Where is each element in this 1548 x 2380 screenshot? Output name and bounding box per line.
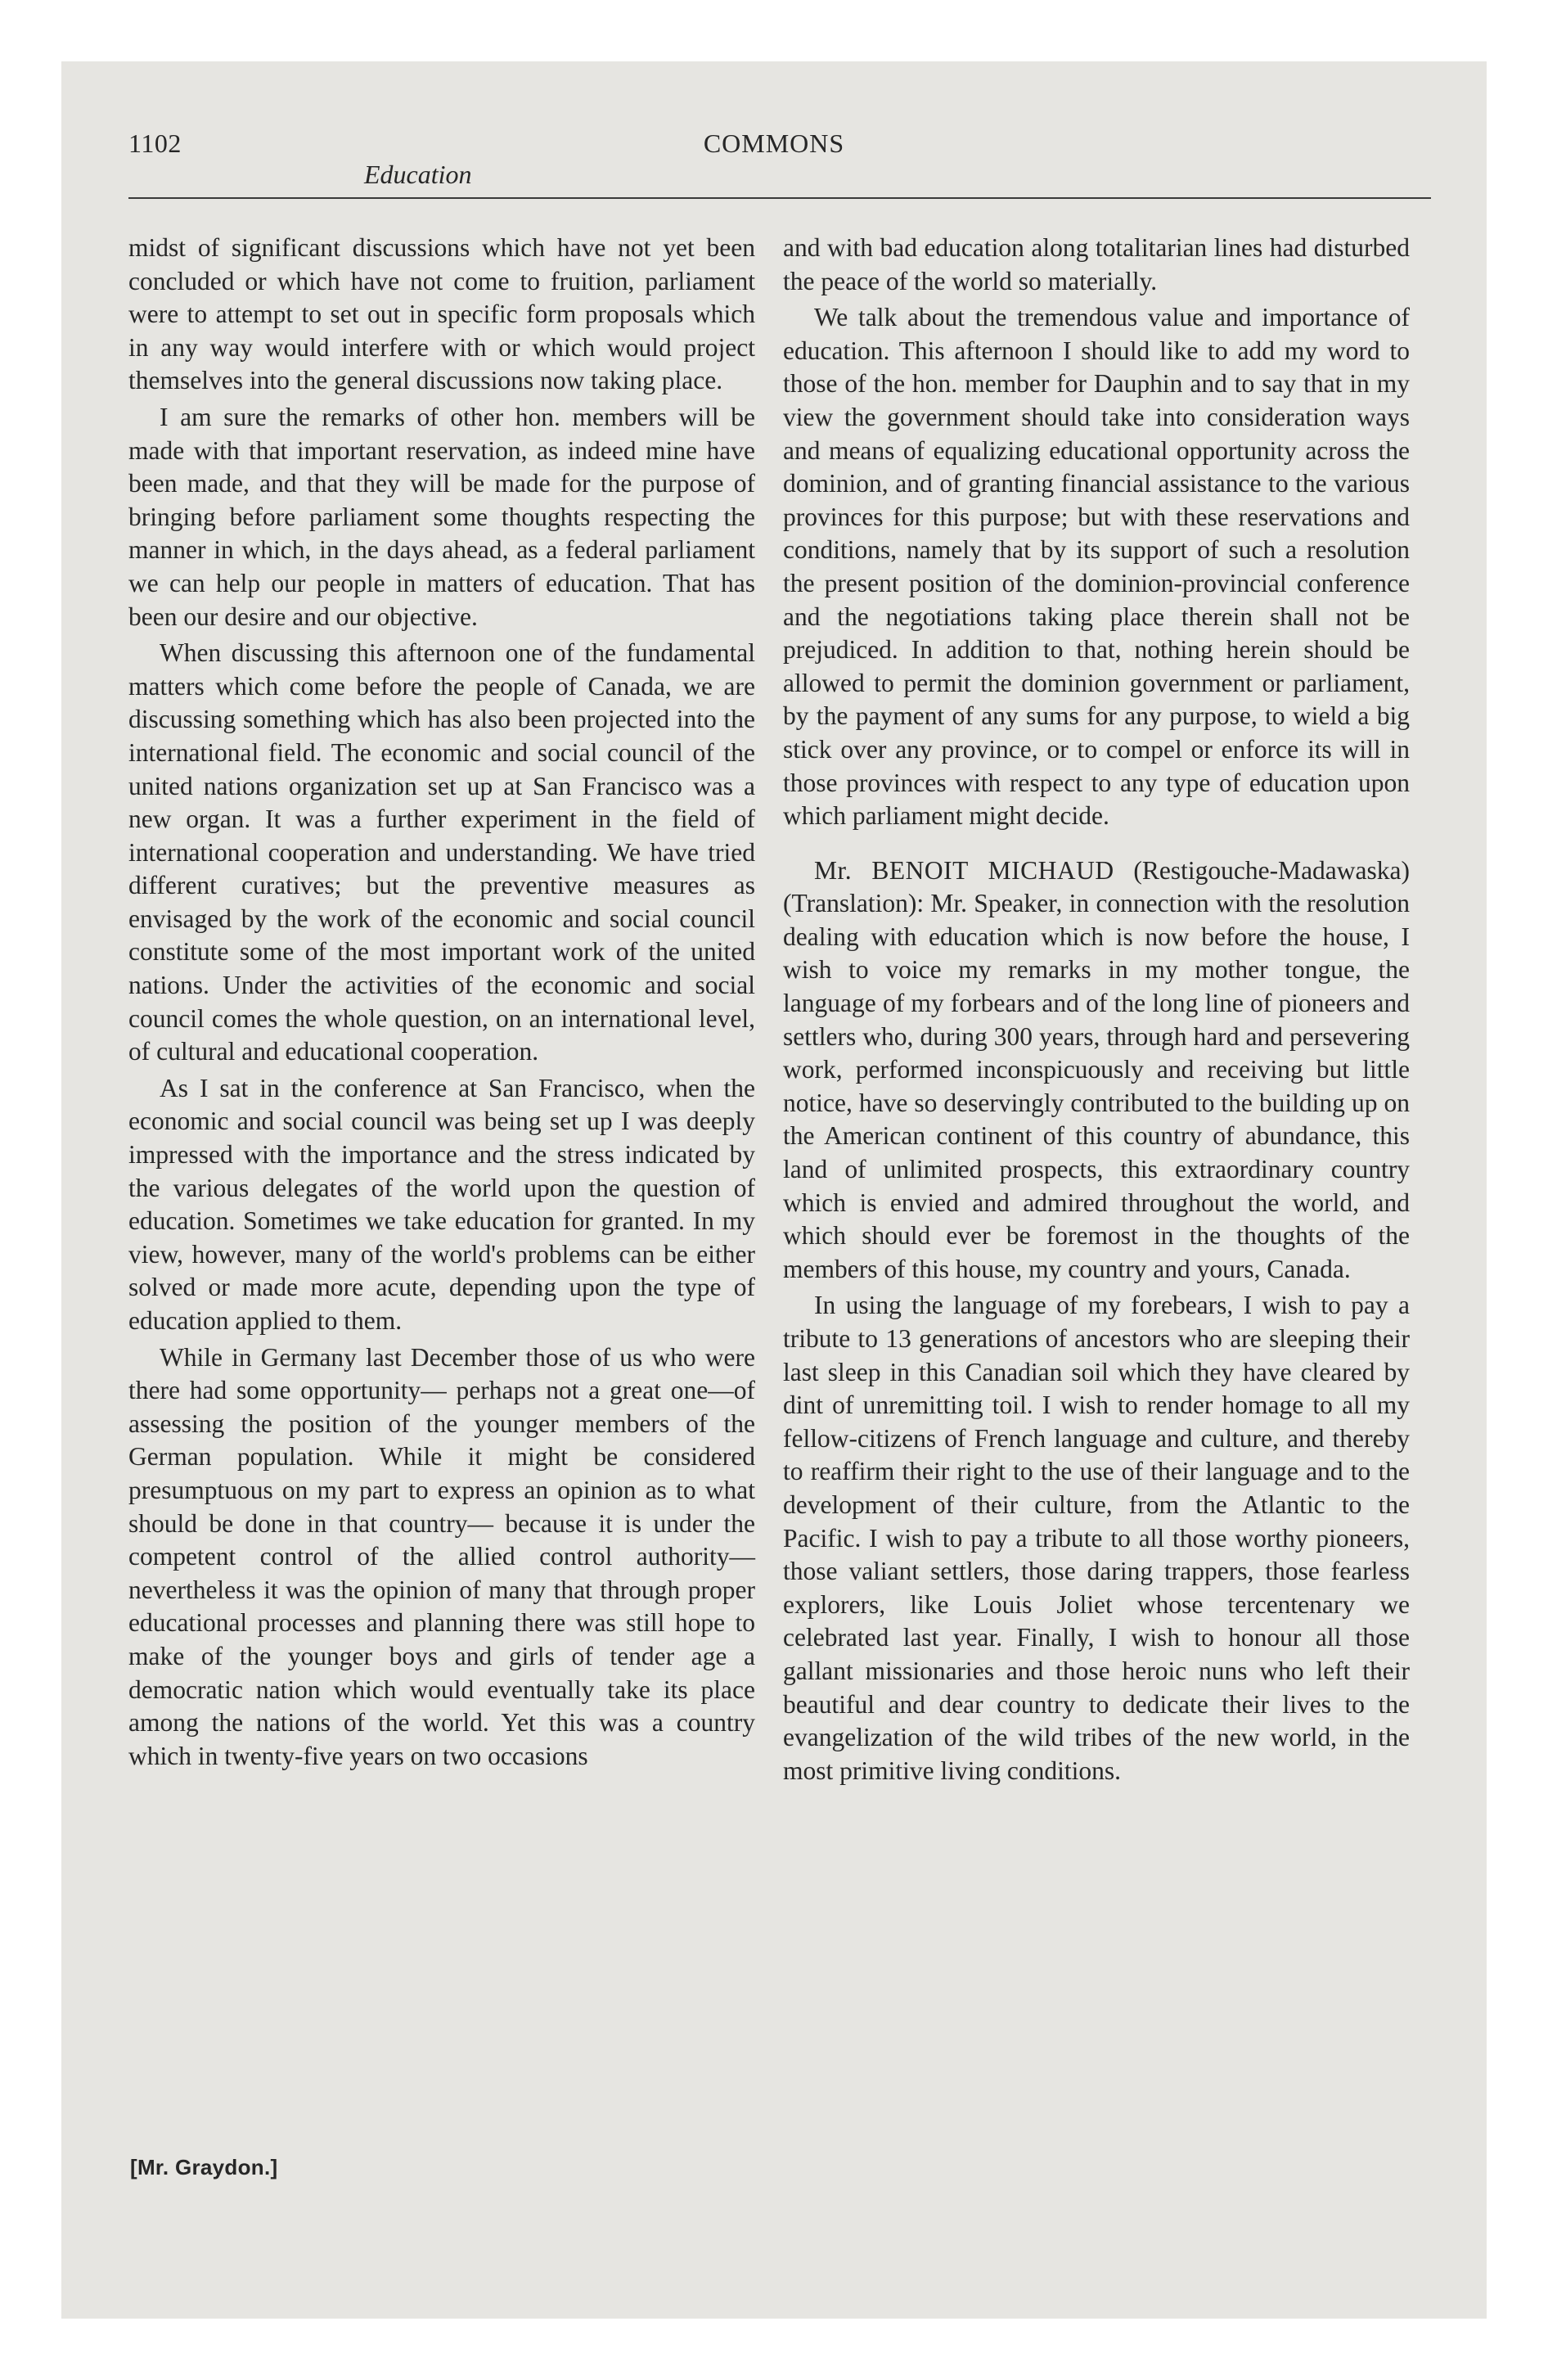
left-paragraph-4: As I sat in the conference at San Francisco, when the economic and social council was being set up I was deeply impressed with the importance and the stress indicated by the various delegates of the world upon the question of education. Sometimes we take education for granted. In my view, however, many of the world's problems can be either solved or made more acute, depending upon the type of education applied to them. [128, 1073, 755, 1335]
right-paragraph-2: We talk about the tremendous value and importance of education. This afternoon I should like to add my word to those of the hon. member for Dauphin and to say that in my view the government should take into consideration ways and means of equalizing educational opportunity across the dominion, and of granting financial assistance to the various provinces for this purpose; but with these reservations and conditions, namely that by its support of such a resolution the present position of the dominion-provincial conference and the negotiations taking place therein shall not be prejudiced. In addition to that, nothing herein should be allowed to permit the dominion government or parliament, by the payment of any sums for any purpose, to wield a big stick over any province, or to compel or enforce its will in those provinces with respect to any type of education upon which parliament might decide. [783, 303, 1410, 831]
speaker-name: Mr. BENOIT MICHAUD [814, 855, 1114, 885]
scanned-page [61, 61, 1487, 2319]
left-paragraph-3: When discussing this afternoon one of the fundamental matters which come before the people of Canada, we are discussing something which has also been projected into the international field. The economic and social council of the united nations organization set up at San Francisco was a new organ. It was a further experiment in the field of international cooperation and understanding. We have tried different curatives; but the preventive measures as envisaged by the work of the economic and social council constitute some of the most important work of the united nations. Under the activities of the economic and social council comes the whole question, on an international level, of cultural and educational cooperation. [128, 638, 755, 1066]
left-column [128, 232, 755, 1776]
header-rule [128, 197, 1431, 199]
left-paragraph-1: midst of significant discussions which have not yet been concluded or which have not come to fruition, parliament were to attempt to set out in specific form proposals which in any way would interfere with or which would project themselves into the general discussions now taking place. [128, 233, 755, 395]
speech-text: (Restigouche-Madawaska) (Translation): Mr. Speaker, in connection with the resolution dealing with education which is now before the house, I wish to voice my remarks in my mother tongue, the language of my forbears and of the long line of pioneers and settlers who, during 300 years, through hard and persevering work, performed inconspicuously and receiving but little notice, have so deservingly contributed to the building up on the American continent of this country of abundance, this land of unlimited prospects, this extraordinary country which is envied and admired throughout the world, and which should ever be foremost in the thoughts of the members of this house, my country and yours, Canada. [783, 855, 1410, 1283]
speaker-attribution: [Mr. Graydon.] [130, 2155, 278, 2179]
section-title: Education [364, 160, 472, 189]
right-paragraph-1: and with bad education along totalitarian lines had disturbed the peace of the world so materially. [783, 233, 1410, 295]
running-title: COMMONS [703, 128, 845, 158]
left-paragraph-5: While in Germany last December those of us who were there had some opportunity— perhaps not a great one—of assessing the position of the younger members of the German population. While it might be considered presumptuous on my part to express an opinion as to what should be done in that country— because it is under the competent control of the allied control authority—nevertheless it was the opinion of many that through proper educational processes and planning there was still hope to make of the younger boys and girls of tender age a democratic nation which would eventually take its place among the nations of the world. Yet this was a country which in twenty-five years on two occasions [128, 1342, 755, 1770]
right-paragraph-4: In using the language of my forebears, I wish to pay a tribute to 13 generations of ancestors who are sleeping their last sleep in this Canadian soil which they have cleared by dint of unremitting toil. I wish to render homage to all my fellow-citizens of French language and culture, and thereby to reaffirm their right to the use of their language and to the development of their culture, from the Atlantic to the Pacific. I wish to pay a tribute to all those worthy pioneers, those valiant settlers, those daring trappers, those fearless explorers, like Louis Joliet whose tercentenary we celebrated last year. Finally, I wish to honour all those gallant missionaries and those heroic nuns who left their beautiful and dear country to dedicate their lives to the evangelization of the wild tribes of the new world, in the most primitive living conditions. [783, 1291, 1410, 1785]
page-number: 1102 [128, 128, 182, 158]
left-paragraph-2: I am sure the remarks of other hon. members will be made with that important reservation, as indeed mine have been made, and that they will be made for the purpose of bringing before parliament some thoughts respecting the manner in which, in the days ahead, as a federal parliament we can help our people in matters of education. That has been our desire and our objective. [128, 402, 755, 631]
right-column [783, 232, 1410, 1791]
speech-paragraph [783, 854, 1410, 1287]
